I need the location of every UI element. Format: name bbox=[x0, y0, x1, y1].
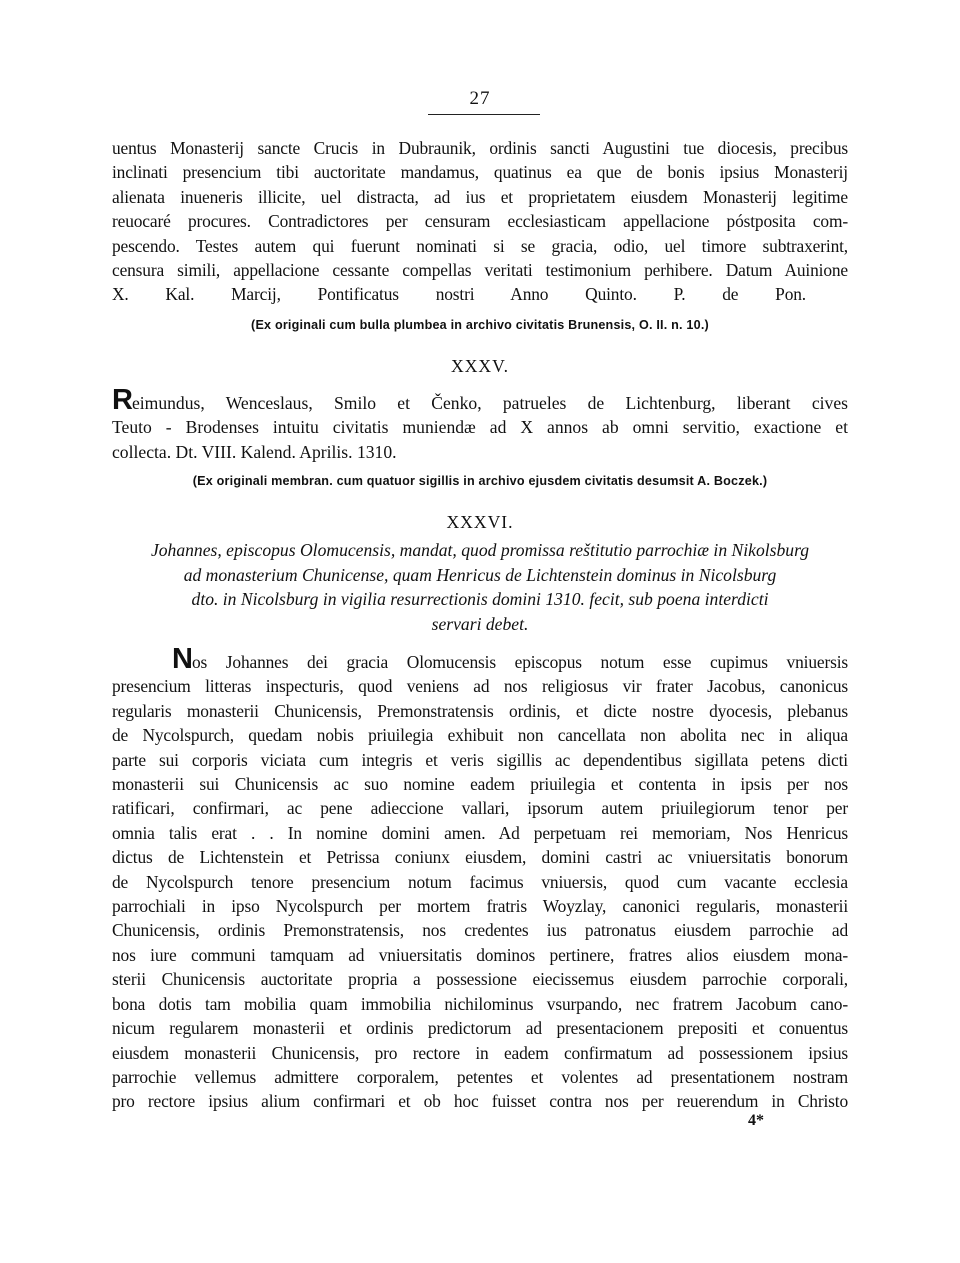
text-line: de Nycolspurch tenore presencium notum facimus vniuersis, quod cum vacante ecclesia bbox=[112, 871, 848, 892]
text-line: alienata inueneris illicite, uel distracta, ad ius et proprietatem eiusdem Monasterij legitime bbox=[112, 186, 848, 207]
regest-line: servari debet. bbox=[431, 613, 529, 634]
text-line: presencium litteras inspecturis, quod veniens ad nos religiosus vir frater Jacobus, canonicus bbox=[112, 676, 848, 697]
regest-line: dto. in Nicolsburg in vigilia resurrectionis domini 1310. fecit, sub poena interdicti bbox=[191, 589, 769, 610]
text-line: inclinati presencium tibi auctoritate mandamus, quatinus ea que de bonis ipsius Monasterij bbox=[112, 162, 848, 183]
text-line-content: eimundus, Wenceslaus, Smilo et Čenko, patrueles de Lichtenburg, liberant cives bbox=[131, 393, 848, 413]
text-line: omnia talis erat . . In nomine domini amen. Ad perpetuam rei memoriam, Nos Henricus bbox=[112, 822, 848, 843]
text-line: regularis monasterii Chunicensis, Premonstratensis ordinis, et dicte nostre dyocesis, plebanus bbox=[112, 700, 848, 721]
text-line: eiusdem monasterii Chunicensis, pro rectore in eadem confirmatum ad possessionem ipsius bbox=[112, 1042, 848, 1063]
signature-mark: 4* bbox=[748, 1112, 764, 1129]
regest-line: Johannes, episcopus Olomucensis, mandat, quod promissa reštitutio parrochiæ in Nikolsburg bbox=[150, 540, 810, 560]
text-line: parrochiali in ipso Nycolspurch per mortem fratris Woyzlay, canonici regularis, monasterii bbox=[112, 896, 848, 917]
signature: P. de Pon. bbox=[673, 284, 806, 305]
text-line: ratificari, confirmari, ac pene adieccione vallari, ipsorum autem priuilegiorum tenor per bbox=[112, 798, 848, 819]
text-line bbox=[112, 643, 848, 675]
text-line: censura simili, appellacione cessante compellas veritati testimonium perhibere. Datum Auinione bbox=[112, 260, 848, 281]
text-line: de Nycolspurch, quedam nobis priuilegia exhibuit non cancellata non abolita nec in aliqua bbox=[112, 725, 848, 746]
text-line: dictus de Lichtenstein et Petrissa coniunx eiusdem, domini castri ac vniuersitatis bonorum bbox=[112, 847, 848, 868]
text-line: parrochie vellemus admittere corporalem, petentes et volentes ad presentationem nostram bbox=[112, 1066, 848, 1087]
page-number: 27 bbox=[469, 88, 491, 109]
text-line: nos iure communi tamquam ad vniuersitatis dominos pertinere, fratres alios eiusdem mona- bbox=[112, 944, 848, 965]
text-line: pro rectore ipsius alium confirmari et ob hoc fuisset contra nos per reuerendum in Christo bbox=[112, 1091, 848, 1112]
text-line bbox=[112, 384, 848, 416]
text-line: uentus Monasterij sancte Crucis in Dubraunik, ordinis sancti Augustini tue diocesis, precibus bbox=[112, 138, 848, 158]
text-line: reuocaré procures. Contradictores per censuram ecclesiasticam appellacione póstposita com- bbox=[112, 211, 848, 232]
text-line-content: os Johannes dei gracia Olomucensis episcopus notum esse cupimus vniuersis bbox=[191, 652, 848, 672]
text-line: Teuto - Brodenses intuitu civitatis muniendæ ad X annos ab omni servitio, exactione et bbox=[112, 417, 848, 438]
regest-line: ad monasterium Chunicense, quam Henricus de Lichtenstein dominus in Nicolsburg bbox=[183, 564, 777, 585]
closing-line bbox=[112, 282, 848, 306]
source-note: (Ex originali membran. cum quatuor sigillis in archivo ejusdem civitatis desumsit A. Boczek.) bbox=[192, 474, 768, 488]
continuation-paragraph bbox=[112, 136, 848, 307]
document-numeral: XXXV. bbox=[451, 356, 509, 376]
text-line: bona dotis tam mobilia quam immobilia nichilominus vsurpando, nec fratrem Jacobum cano- bbox=[112, 993, 848, 1014]
text-line: collecta. Dt. VIII. Kalend. Aprilis. 1310. bbox=[112, 441, 397, 462]
document-regest bbox=[132, 538, 828, 636]
document-numeral: XXXVI. bbox=[446, 512, 514, 532]
charter-text bbox=[112, 643, 848, 1114]
initial-letter: N bbox=[172, 643, 192, 675]
text-line: parte sui corporis viciata cum integris et veris sigillis ac dependentibus sigillata petens dicti bbox=[112, 749, 848, 770]
page-number-rule bbox=[428, 114, 540, 115]
text-line: sterii Chunicensis auctoritate propria a possessione eiecissemus eiusdem parrochie corporali, bbox=[112, 969, 848, 990]
document-summary bbox=[112, 384, 848, 464]
text-line: monasterii sui Chunicensis ac suo nomine eadem priuilegia et contenta in ipsis per nos bbox=[112, 774, 848, 795]
dating-clause: X. Kal. Marcij, Pontificatus nostri Anno Quinto. bbox=[112, 284, 637, 305]
text-line: nicum regularem monasterii et ordinis predictorum ad presentacionem prepositi et conuentus bbox=[112, 1018, 848, 1039]
text-line: pescendo. Testes autem qui fuerunt nominati si se gracia, odio, uel timore subtraxerint, bbox=[112, 235, 848, 256]
source-note: (Ex originali cum bulla plumbea in archivo civitatis Brunensis, O. II. n. 10.) bbox=[251, 318, 709, 332]
text-line: Chunicensis, ordinis Premonstratensis, nos credentes ius patronatus eiusdem parrochie ad bbox=[112, 920, 848, 941]
initial-letter: R bbox=[112, 384, 132, 416]
